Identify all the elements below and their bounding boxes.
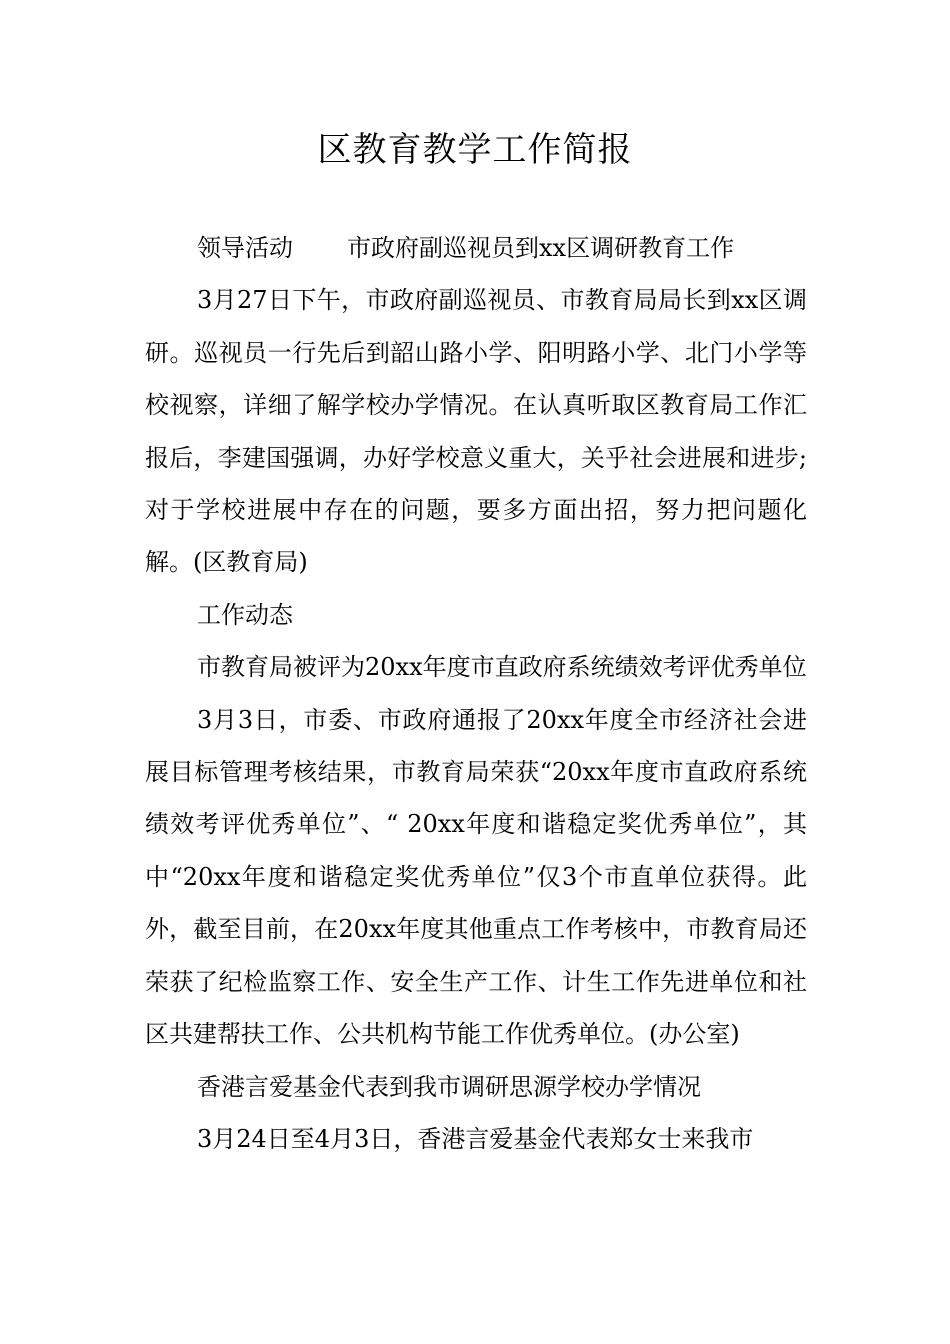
document-body	[145, 222, 807, 1165]
document-title: 区教育教学工作简报	[317, 130, 633, 170]
section-headline: 香港言爱基金代表到我市调研思源学校办学情况	[197, 1072, 701, 1101]
section-header-leadership	[145, 222, 807, 274]
section-headline: 市政府副巡视员到xx区调研教育工作	[347, 234, 735, 262]
section-label: 领导活动	[197, 234, 293, 262]
paragraph: 3月3日，市委、市政府通报了20xx年度全市经济社会进展目标管理考核结果，市教育局荣获“20xx年度市直政府系统绩效考评优秀单位”、“ 20xx年度和谐稳定奖优秀单位”，其中“20xx年度和谐稳定奖优秀单位”仅3个市直单位获得。此外，截至目前，在20xx年度其他重点工作考核中，市教育局还荣获了纪检监察工作、安全生产工作、计生工作先进单位和社区共建帮扶工作、公共机构节能工作优秀单位。(办公室)	[145, 705, 807, 1049]
paragraph: 3月24日至4月3日，香港言爱基金代表郑女士来我市	[197, 1124, 754, 1153]
paragraph: 3月27日下午，市政府副巡视员、市教育局局长到xx区调研。巡视员一行先后到韶山路小学、阳明路小学、北门小学等校视察，详细了解学校办学情况。在认真听取区教育局工作汇报后，李建国强调，办好学校意义重大，关乎社会进展和进步;对于学校进展中存在的问题，要多方面出招，努力把问题化解。(区教育局)	[145, 286, 807, 577]
section-headline: 市教育局被评为20xx年度市直政府系统绩效考评优秀单位	[197, 653, 807, 682]
section-label-work-updates: 工作动态	[197, 600, 293, 629]
